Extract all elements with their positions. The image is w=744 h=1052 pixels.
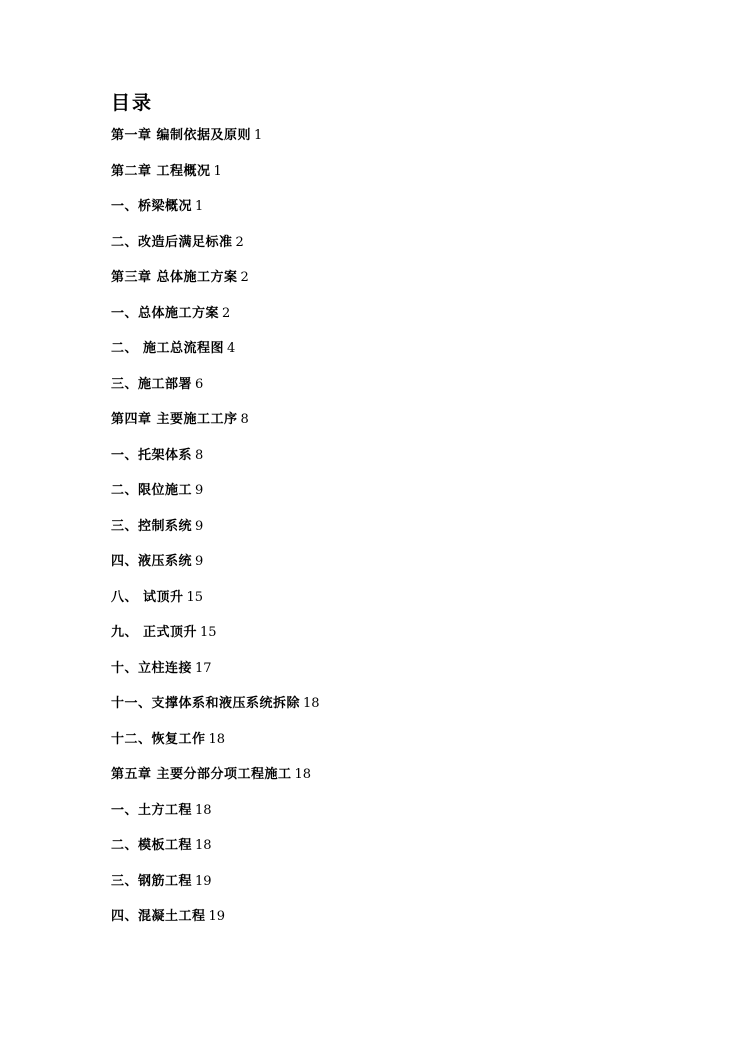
toc-entry-label: 三、施工部署 xyxy=(111,376,193,392)
toc-entry[interactable] xyxy=(111,659,320,695)
toc-entry-label: 第四章 主要施工工序 xyxy=(111,412,238,427)
toc-entry-page-number: 18 xyxy=(294,767,312,782)
toc-entry[interactable] xyxy=(111,375,320,411)
toc-entry-page-number: 19 xyxy=(195,873,212,889)
toc-entry-page-number: 18 xyxy=(303,696,320,711)
toc-entry-page-number: 9 xyxy=(195,518,204,534)
toc-title: 目录 xyxy=(111,92,154,114)
toc-entry-page-number: 18 xyxy=(195,838,212,853)
toc-entry-label: 二、模板工程 xyxy=(111,838,193,853)
toc-entry-label: 一、桥梁概况 xyxy=(111,199,193,214)
toc-entry-page-number: 8 xyxy=(240,412,249,427)
toc-entry-page-number: 9 xyxy=(195,483,204,498)
toc-entry[interactable] xyxy=(111,623,320,659)
toc-entry-label: 十、立柱连接 xyxy=(111,660,193,676)
toc-entry[interactable] xyxy=(111,801,320,837)
toc-entry-page-number: 18 xyxy=(195,802,212,818)
toc-entry-page-number: 4 xyxy=(227,341,236,356)
toc-entry-page-number: 15 xyxy=(186,589,204,605)
toc-entry-label: 三、控制系统 xyxy=(111,518,193,534)
toc-entry-label: 第三章 总体施工方案 xyxy=(111,270,238,285)
toc-entry-label: 二、 施工总流程图 xyxy=(111,341,225,356)
toc-entry[interactable] xyxy=(111,552,320,588)
toc-entry[interactable] xyxy=(111,694,320,730)
toc-entry-label: 二、改造后满足标准 xyxy=(111,234,233,250)
toc-entry-label: 第二章 工程概况 xyxy=(111,163,211,179)
toc-entry-page-number: 1 xyxy=(195,199,204,214)
toc-entry-label: 第五章 主要分部分项工程施工 xyxy=(111,767,292,782)
toc-entry-page-number: 15 xyxy=(200,625,217,640)
toc-entry[interactable] xyxy=(111,872,320,908)
toc-entry[interactable] xyxy=(111,126,320,162)
toc-entry-label: 四、液压系统 xyxy=(111,554,193,569)
toc-entry-label: 一、托架体系 xyxy=(111,447,193,463)
toc-entry[interactable] xyxy=(111,588,320,624)
toc-entry-page-number: 1 xyxy=(254,128,263,143)
toc-entry-label: 九、 正式顶升 xyxy=(111,625,198,640)
toc-entry-label: 四、混凝土工程 xyxy=(111,909,206,924)
toc-entry[interactable] xyxy=(111,907,320,943)
toc-entry-page-number: 17 xyxy=(195,660,212,676)
toc-entry[interactable] xyxy=(111,836,320,872)
toc-entry[interactable] xyxy=(111,233,320,269)
toc-entry-page-number: 2 xyxy=(235,234,244,250)
toc-entry-page-number: 18 xyxy=(208,731,226,747)
toc-entry[interactable] xyxy=(111,446,320,482)
toc-entry-label: 一、土方工程 xyxy=(111,802,193,818)
toc-entry[interactable] xyxy=(111,481,320,517)
toc-list xyxy=(111,126,320,943)
toc-entry[interactable] xyxy=(111,765,320,801)
toc-entry[interactable] xyxy=(111,304,320,340)
toc-entry-label: 二、限位施工 xyxy=(111,483,193,498)
toc-entry-label: 三、钢筋工程 xyxy=(111,873,193,889)
toc-entry-label: 十一、支撑体系和液压系统拆除 xyxy=(111,696,301,711)
toc-entry-label: 一、总体施工方案 xyxy=(111,305,220,321)
toc-entry[interactable] xyxy=(111,268,320,304)
toc-entry[interactable] xyxy=(111,410,320,446)
toc-entry[interactable] xyxy=(111,197,320,233)
toc-entry[interactable] xyxy=(111,517,320,553)
toc-entry-page-number: 2 xyxy=(240,270,249,285)
toc-entry-label: 十二、恢复工作 xyxy=(111,731,206,747)
toc-entry-page-number: 2 xyxy=(222,305,231,321)
toc-entry-page-number: 1 xyxy=(213,163,222,179)
toc-entry[interactable] xyxy=(111,339,320,375)
toc-entry-page-number: 9 xyxy=(195,554,204,569)
toc-entry-label: 八、 试顶升 xyxy=(111,589,184,605)
toc-entry[interactable] xyxy=(111,162,320,198)
toc-entry-page-number: 6 xyxy=(195,376,204,392)
toc-entry[interactable] xyxy=(111,730,320,766)
toc-entry-page-number: 8 xyxy=(195,447,204,463)
toc-entry-page-number: 19 xyxy=(208,909,226,924)
toc-entry-label: 第一章 编制依据及原则 xyxy=(111,128,252,143)
